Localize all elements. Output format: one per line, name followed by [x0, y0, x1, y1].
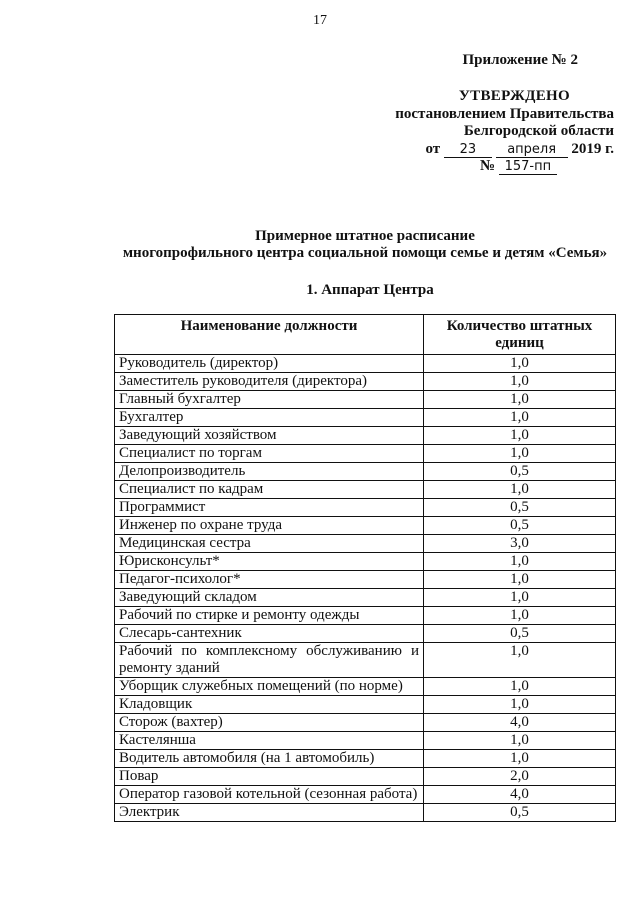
table-row	[115, 732, 616, 750]
count-cell: 1,0	[424, 732, 616, 750]
count-cell: 0,5	[424, 517, 616, 535]
position-cell: Уборщик служебных помещений (по норме)	[115, 678, 424, 696]
position-cell: Водитель автомобиля (на 1 автомобиль)	[115, 750, 424, 768]
section-number: 1.	[306, 282, 318, 298]
position-cell: Рабочий по стирке и ремонту одежды	[115, 607, 424, 625]
count-cell: 0,5	[424, 625, 616, 643]
position-cell: Повар	[115, 768, 424, 786]
section-heading	[0, 282, 640, 299]
position-cell: Заведующий хозяйством	[115, 427, 424, 445]
count-cell: 1,0	[424, 373, 616, 391]
table-row	[115, 481, 616, 499]
table-row	[115, 463, 616, 481]
table-row	[115, 445, 616, 463]
document-title: Примерное штатное расписание	[255, 228, 475, 244]
position-cell: Специалист по кадрам	[115, 481, 424, 499]
table-row	[115, 643, 616, 678]
position-cell: Рабочий по комплексному обслуживанию и ремонту зданий	[115, 643, 424, 678]
table-row	[115, 678, 616, 696]
position-cell: Главный бухгалтер	[115, 391, 424, 409]
table-row	[115, 786, 616, 804]
count-cell: 1,0	[424, 481, 616, 499]
position-cell: Заместитель руководителя (директора)	[115, 373, 424, 391]
position-cell: Сторож (вахтер)	[115, 714, 424, 732]
table-header-row	[115, 315, 616, 355]
count-cell: 1,0	[424, 607, 616, 625]
column-header-count: Количество штатных единиц	[424, 315, 616, 355]
section-title: Аппарат Центра	[321, 282, 434, 298]
count-cell: 1,0	[424, 355, 616, 373]
position-cell: Делопроизводитель	[115, 463, 424, 481]
column-header-position: Наименование должности	[115, 315, 424, 355]
position-cell: Специалист по торгам	[115, 445, 424, 463]
staff-table	[114, 314, 616, 822]
staff-table-body	[115, 355, 616, 822]
date-month: апреля	[496, 142, 568, 158]
appendix-label: Приложение № 2	[462, 52, 578, 68]
count-cell: 0,5	[424, 804, 616, 822]
count-cell: 1,0	[424, 678, 616, 696]
decree-number-line	[480, 158, 557, 175]
count-cell: 1,0	[424, 571, 616, 589]
table-row	[115, 409, 616, 427]
table-row	[115, 553, 616, 571]
table-row	[115, 714, 616, 732]
table-row	[115, 535, 616, 553]
table-row	[115, 625, 616, 643]
table-row	[115, 589, 616, 607]
region-line: Белгородской области	[463, 123, 614, 139]
count-cell: 1,0	[424, 391, 616, 409]
count-cell: 1,0	[424, 643, 616, 678]
count-cell: 4,0	[424, 786, 616, 804]
position-cell: Кладовщик	[115, 696, 424, 714]
position-cell: Заведующий складом	[115, 589, 424, 607]
document-subtitle: многопрофильного центра социальной помощи семье и детям «Семья»	[122, 245, 608, 261]
position-cell: Кастелянша	[115, 732, 424, 750]
count-cell: 1,0	[424, 696, 616, 714]
position-cell: Юрисконсульт*	[115, 553, 424, 571]
date-day: 23	[444, 142, 492, 158]
approval-stamp-text: УТВЕРЖДЕНО	[458, 88, 570, 104]
count-cell: 1,0	[424, 589, 616, 607]
table-row	[115, 517, 616, 535]
table-row	[115, 571, 616, 589]
table-row	[115, 391, 616, 409]
page-number: 17	[313, 13, 327, 28]
position-cell: Медицинская сестра	[115, 535, 424, 553]
table-row	[115, 427, 616, 445]
decree-date-line	[425, 141, 614, 158]
count-cell: 0,5	[424, 499, 616, 517]
position-cell: Оператор газовой котельной (сезонная работа)	[115, 786, 424, 804]
count-cell: 2,0	[424, 768, 616, 786]
count-cell: 3,0	[424, 535, 616, 553]
position-cell: Руководитель (директор)	[115, 355, 424, 373]
decree-number: 157-пп	[499, 159, 557, 175]
position-cell: Электрик	[115, 804, 424, 822]
position-cell: Инженер по охране труда	[115, 517, 424, 535]
date-year: 2019 г.	[571, 141, 614, 157]
count-cell: 1,0	[424, 445, 616, 463]
number-prefix: №	[480, 158, 496, 174]
decree-line: постановлением Правительства	[395, 106, 614, 122]
table-row	[115, 355, 616, 373]
table-row	[115, 607, 616, 625]
count-cell: 4,0	[424, 714, 616, 732]
table-row	[115, 373, 616, 391]
table-row	[115, 804, 616, 822]
count-cell: 1,0	[424, 409, 616, 427]
table-row	[115, 768, 616, 786]
count-cell: 1,0	[424, 553, 616, 571]
table-row	[115, 750, 616, 768]
position-cell: Педагог-психолог*	[115, 571, 424, 589]
table-row	[115, 696, 616, 714]
position-cell: Программист	[115, 499, 424, 517]
count-cell: 1,0	[424, 427, 616, 445]
position-cell: Слесарь-сантехник	[115, 625, 424, 643]
count-cell: 0,5	[424, 463, 616, 481]
position-cell: Бухгалтер	[115, 409, 424, 427]
date-prefix: от	[425, 141, 441, 157]
count-cell: 1,0	[424, 750, 616, 768]
table-row	[115, 499, 616, 517]
